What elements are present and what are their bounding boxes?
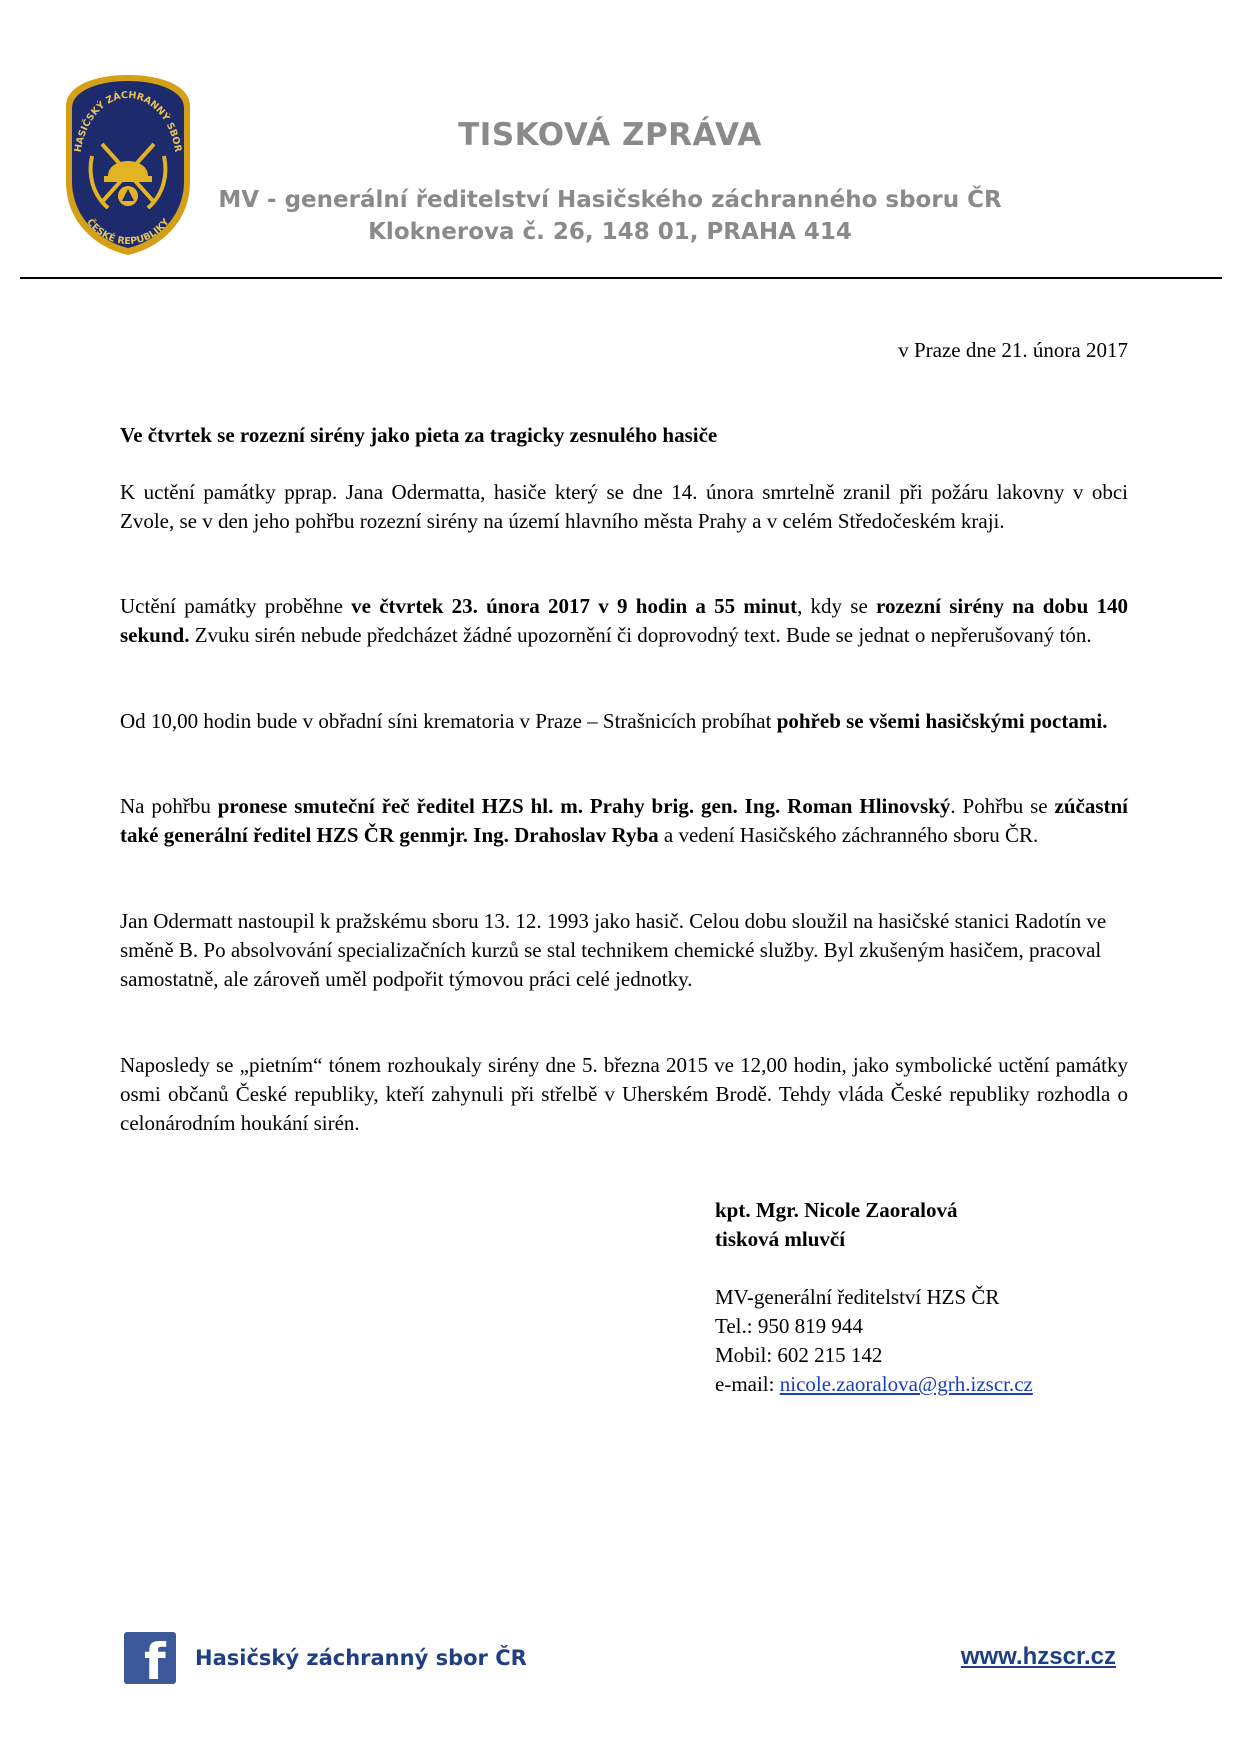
paragraph-6: Naposledy se „pietním“ tónem rozhoukaly sirény dne 5. března 2015 ve 12,00 hodin, jako symbolické uctění památky osmi občanů České republiky, kteří zahynuli při střelbě v Uherském Brodě. Tehdy vláda České republiky rozhodla o celonárodním houkání sirén. [120,1053,1128,1135]
paragraph-2 [120,592,1128,650]
paragraph-2-text: Zvuku sirén nebude předcházet žádné upozornění či doprovodný text. Bude se jednat o nepřerušovaný tón. [189,623,1092,647]
signature-block [715,1196,1135,1254]
footer-organization-name: Hasičský záchranný sbor ČR [195,1646,527,1670]
paragraph-1: K uctění památky pprap. Jana Odermatta, hasiče který se dne 14. února smrtelně zranil při požáru lakovny v obci Zvole, se v den jeho pohřbu rozezní sirény na území hlavního města Prahy a v celém Středočeském kraji. [120,480,1128,533]
paragraph-4-text: Na pohřbu [120,794,218,818]
paragraph-3 [120,707,1128,736]
contact-mobile: Mobil: 602 215 142 [715,1343,883,1367]
paragraph-4-attendee-bold: zúčastní také generální ředitel HZS ČR genmjr. Ing. Drahoslav Ryba [120,794,1128,847]
contact-email-row [715,1370,1135,1399]
facebook-icon[interactable] [124,1632,176,1691]
facebook-glyph: f [144,1633,166,1691]
contact-block [715,1283,1135,1399]
header-divider [20,277,1222,279]
logo-text-top: HASIČSKÝ ZÁCHRANNÝ SBOR [72,89,184,153]
organization-name: MV - generální ředitelství Hasičského záchranného sboru ČR [218,187,1002,213]
contact-organization: MV-generální ředitelství HZS ČR [715,1285,1000,1309]
paragraph-4 [120,792,1128,850]
paragraph-4-text: . Pohřbu se [950,794,1055,818]
paragraph-2-text: Uctění památky proběhne [120,594,352,618]
contact-email-label: e-mail: [715,1372,780,1396]
paragraph-5: Jan Odermatt nastoupil k pražskému sboru 13. 12. 1993 jako hasič. Celou dobu sloužil na hasičské stanici Radotín ve směně B. Po absolvování specializačních kurzů se stal technikem chemické služby. Byl zkušeným hasičem, pracoval samostatně, ale zároveň uměl podpořit týmovou práci celé jednotky. [120,909,1107,991]
contact-phone: Tel.: 950 819 944 [715,1314,863,1338]
paragraph-4-text: a vedení Hasičského záchranného sboru ČR. [658,823,1039,847]
contact-email-link[interactable]: nicole.zaoralova@grh.izscr.cz [779,1372,1033,1396]
organization-address: Kloknerova č. 26, 148 01, PRAHA 414 [368,219,852,245]
page-title: TISKOVÁ ZPRÁVA [458,117,762,153]
paragraph-4-speaker-bold: pronese smuteční řeč ředitel HZS hl. m. Prahy brig. gen. Ing. Roman Hlinovský [217,794,951,818]
paragraph-2-date-bold: ve čtvrtek 23. února 2017 v 9 hodin a 55 minut [351,594,798,618]
paragraph-3-text: Od 10,00 hodin bude v obřadní síni krematoria v Praze – Strašnicích probíhat [120,709,777,733]
signature-role: tisková mluvčí [715,1227,846,1251]
paragraph-3-bold: pohřeb se všemi hasičskými poctami. [776,709,1108,733]
footer-website-link[interactable]: www.hzscr.cz [960,1643,1116,1670]
paragraph-2-duration-bold: rozezní sirény na dobu 140 sekund. [120,594,1128,647]
headline: Ve čtvrtek se rozezní sirény jako pieta za tragicky zesnulého hasiče [120,423,718,447]
paragraph-2-text: , kdy se [797,594,877,618]
signature-name: kpt. Mgr. Nicole Zaoralová [715,1198,958,1222]
logo-text-bottom: ČESKÉ REPUBLIKY [84,216,172,248]
document-date: v Praze dne 21. února 2017 [898,338,1128,362]
